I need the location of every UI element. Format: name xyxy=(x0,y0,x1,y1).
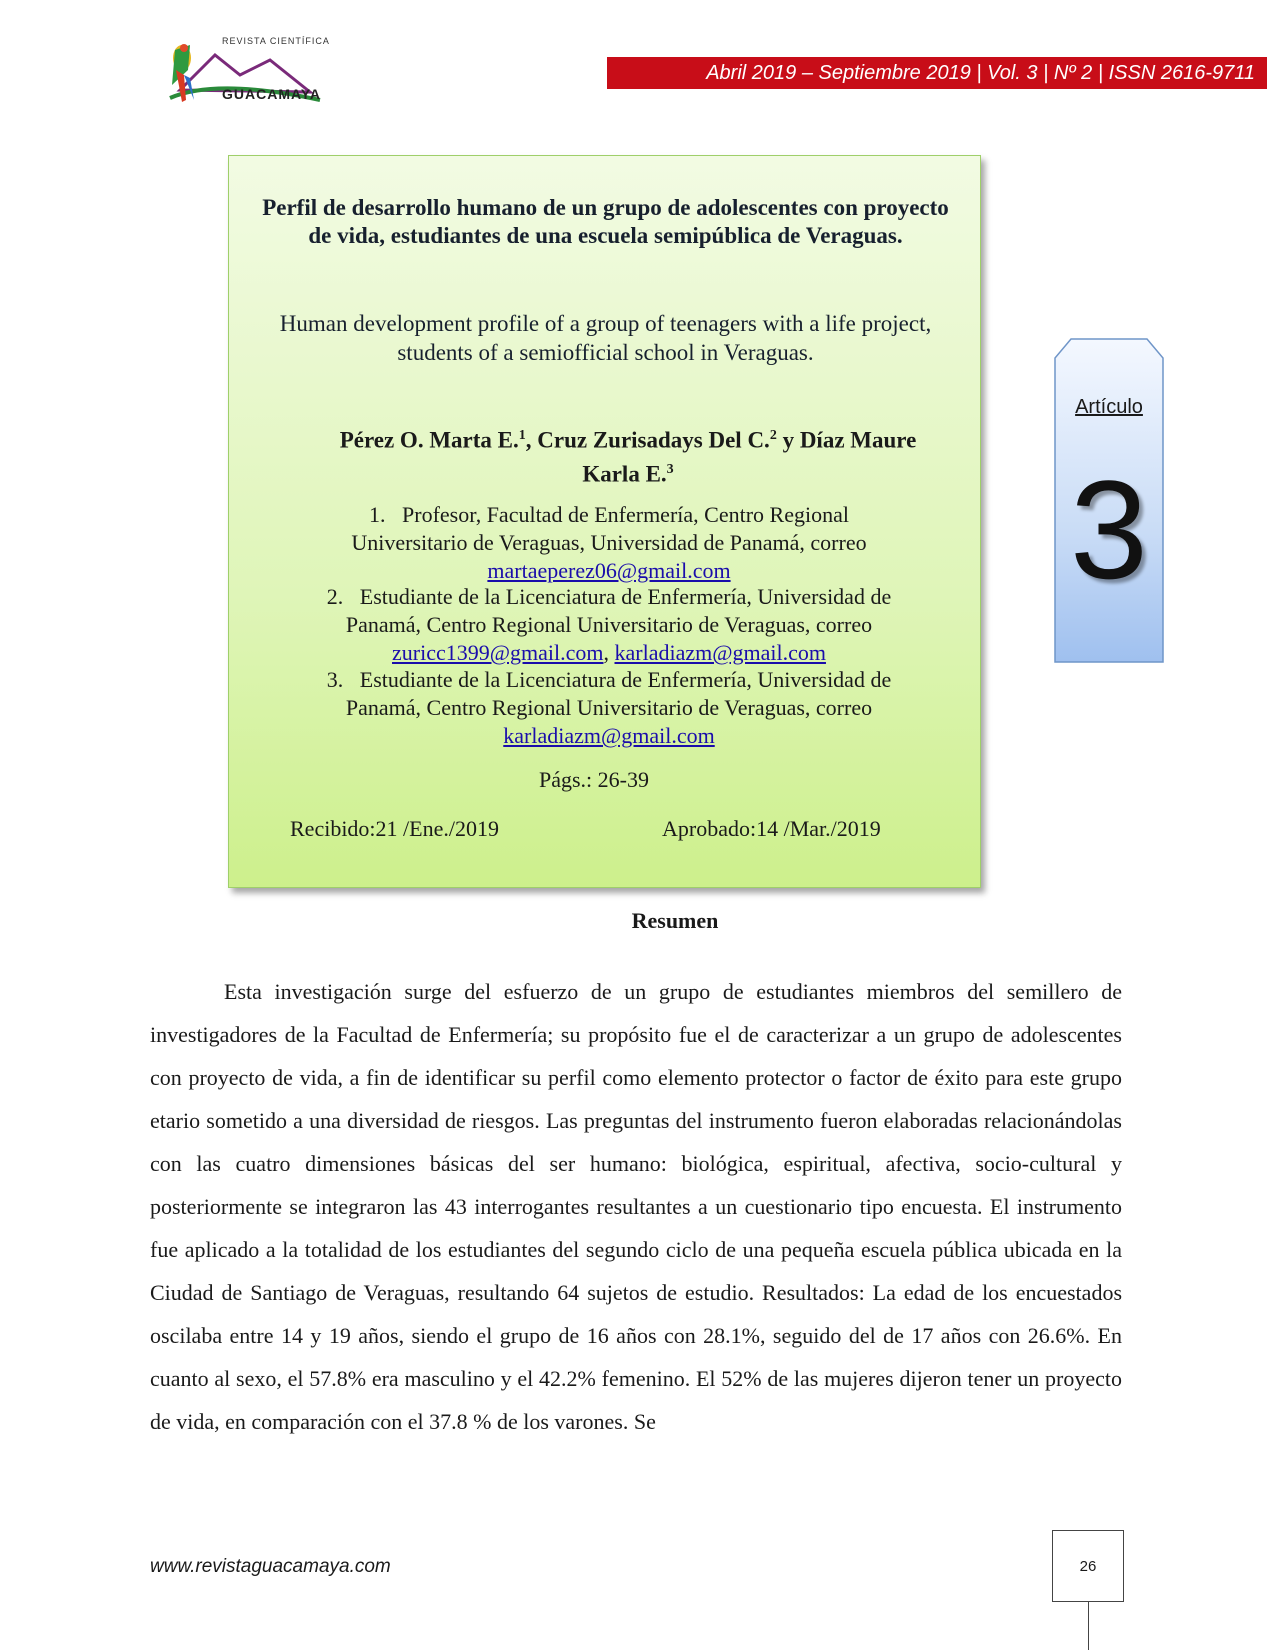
affiliation-3-number: 3. xyxy=(326,667,344,692)
affiliation-1-text: Profesor, Facultad de Enfermería, Centro Regional Universitario de Veraguas, Universidad de Panamá, correo xyxy=(351,502,867,555)
affiliation-2-email-link-2[interactable]: karladiazm@gmail.com xyxy=(614,640,826,665)
title-english: Human development profile of a group of teenagers with a life project, students of a semiofficial school in Veraguas. xyxy=(279,311,932,365)
author-1-sup: 1 xyxy=(518,428,526,443)
logo-name: GUACAMAYA xyxy=(222,86,321,102)
issue-banner xyxy=(607,57,1267,89)
abstract-body xyxy=(150,970,1122,1443)
affiliation-2-email-separator: , xyxy=(603,640,615,665)
affiliation-3-text: Estudiante de la Licenciatura de Enfermería, Universidad de Panamá, Centro Regional Universitario de Veraguas, correo xyxy=(345,667,892,720)
author-2-sup: 2 xyxy=(769,428,777,443)
issue-banner-text: Abril 2019 – Septiembre 2019 | Vol. 3 | Nº 2 | ISSN 2616-9711 xyxy=(706,62,1255,84)
affiliation-3 xyxy=(289,666,929,750)
author-3-sup: 3 xyxy=(666,461,674,477)
logo-subtitle: REVISTA CIENTÍFICA xyxy=(222,36,330,46)
footer-website[interactable]: www.revistaguacamaya.com xyxy=(150,1556,391,1577)
journal-logo xyxy=(160,30,340,110)
affiliation-1-number: 1. xyxy=(369,502,386,527)
affiliation-2-number: 2. xyxy=(326,584,344,609)
affiliation-2-text: Estudiante de la Licenciatura de Enfermería, Universidad de Panamá, Centro Regional Universitario de Veraguas, correo xyxy=(345,584,892,637)
received-date: Recibido:21 /Ene./2019 xyxy=(290,816,499,841)
approved-date: Aprobado:14 /Mar./2019 xyxy=(662,816,881,841)
abstract-paragraph: Esta investigación surge del esfuerzo de un grupo de estudiantes miembros del semillero de investigadores de la Facultad de Enfermería; su propósito fue el de caracterizar a un grupo de adolescentes con proyecto de vida, a fin de identificar su perfil como elemento protector o factor de éxito para este grupo etario sometido a una diversidad de riesgos. Las preguntas del instrumento fueron elaboradas relacionándolas con las cuatro dimensiones básicas del ser humano: biológica, espiritual, afectiva, socio-cultural y posteriormente se integraron las 43 interrogantes resultantes a un cuestionario tipo encuesta. El instrumento fue aplicado a la totalidad de los estudiantes del segundo ciclo de una pequeña escuela pública ubicada en la Ciudad de Santiago de Veraguas, resultando 64 sujetos de estudio. Resultados: La edad de los encuestados oscilaba entre 14 y 19 años, siendo el grupo de 16 años con 28.1%, seguido del de 17 años con 26.6%. En cuanto al sexo, el 57.8% era masculino y el 42.2% femenino. El 52% de las mujeres dijeron tener un proyecto de vida, en comparación con el 37.8 % de los varones. Se xyxy=(150,979,1122,1434)
authors-line xyxy=(309,421,947,488)
affiliation-2-email-link-1[interactable]: zuricc1399@gmail.com xyxy=(392,640,604,665)
affiliation-1 xyxy=(324,501,894,585)
page-number-line xyxy=(1088,1602,1089,1650)
affiliation-2 xyxy=(289,583,929,667)
page-number: 26 xyxy=(1052,1530,1124,1602)
author-2: , Cruz Zurisadays Del C. xyxy=(525,427,770,453)
affiliation-1-email-link[interactable]: martaeperez06@gmail.com xyxy=(487,558,731,583)
affiliation-3-email-link[interactable]: karladiazm@gmail.com xyxy=(503,723,715,748)
article-title-box xyxy=(228,155,981,888)
article-tab-label: Artículo xyxy=(1075,396,1143,418)
article-tab-number: 3 xyxy=(1070,451,1148,608)
page-range: Págs.: 26-39 xyxy=(539,767,649,792)
author-1: Pérez O. Marta E. xyxy=(339,427,519,453)
title-spanish: Perfil de desarrollo humano de un grupo de adolescentes con proyecto de vida, estudiantes de una escuela semipública de Veraguas. xyxy=(262,195,949,248)
abstract-heading: Resumen xyxy=(631,908,719,933)
author-3: y Díaz Maure Karla E. xyxy=(582,427,917,487)
